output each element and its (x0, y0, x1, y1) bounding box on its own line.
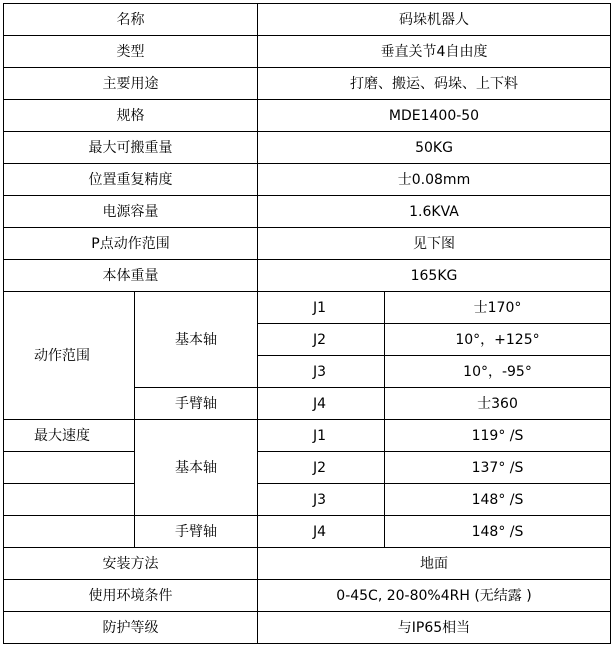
spec-row-mounting (4, 548, 611, 580)
row-label: 电源容量 (4, 196, 258, 228)
motion-arm-axis-label: 手臂轴 (135, 388, 258, 420)
motion-range-label: 动作范围 (4, 292, 135, 420)
row-label: 名称 (4, 4, 258, 36)
spec-row-environment (4, 580, 611, 612)
row-value: MDE1400-50 (258, 100, 611, 132)
joint-cell: J1 (258, 420, 385, 452)
speed-arm-axis-label: 手臂轴 (135, 516, 258, 548)
row-value: 地面 (258, 548, 611, 580)
row-label: 防护等级 (4, 612, 258, 644)
joint-value: 148° /S (385, 484, 611, 516)
blank-cell (4, 484, 135, 516)
row-label: 位置重复精度 (4, 164, 258, 196)
joint-value: 137° /S (385, 452, 611, 484)
row-value: 0-45C, 20-80%4RH (无结露 ) (258, 580, 611, 612)
row-label: P点动作范围 (4, 228, 258, 260)
spec-row-usage (4, 68, 611, 100)
spec-row-protection (4, 612, 611, 644)
spec-row-name (4, 4, 611, 36)
joint-cell: J2 (258, 324, 385, 356)
joint-value: 士360 (385, 388, 611, 420)
joint-cell: J4 (258, 516, 385, 548)
row-value: 码垛机器人 (258, 4, 611, 36)
blank-cell (4, 452, 135, 484)
joint-cell: J3 (258, 484, 385, 516)
spec-row-model (4, 100, 611, 132)
joint-cell: J4 (258, 388, 385, 420)
row-value: 1.6KVA (258, 196, 611, 228)
row-label: 最大可搬重量 (4, 132, 258, 164)
robot-spec-table (3, 3, 611, 644)
max-speed-row-j3 (4, 484, 611, 516)
row-label: 使用环境条件 (4, 580, 258, 612)
joint-value: 士170° (385, 292, 611, 324)
motion-basic-axis-label: 基本轴 (135, 292, 258, 388)
spec-row-payload (4, 132, 611, 164)
row-value: 士0.08mm (258, 164, 611, 196)
spec-row-p-range (4, 228, 611, 260)
row-label: 主要用途 (4, 68, 258, 100)
row-value: 与IP65相当 (258, 612, 611, 644)
row-value: 50KG (258, 132, 611, 164)
joint-cell: J1 (258, 292, 385, 324)
motion-range-row-j1 (4, 292, 611, 324)
row-value: 165KG (258, 260, 611, 292)
joint-value: 119° /S (385, 420, 611, 452)
spec-row-weight (4, 260, 611, 292)
joint-value: 148° /S (385, 516, 611, 548)
speed-basic-axis-label: 基本轴 (135, 420, 258, 516)
max-speed-row-j4 (4, 516, 611, 548)
row-value: 见下图 (258, 228, 611, 260)
spec-row-power (4, 196, 611, 228)
joint-cell: J2 (258, 452, 385, 484)
row-label: 规格 (4, 100, 258, 132)
joint-value: 10°，+125° (385, 324, 611, 356)
max-speed-row-j2 (4, 452, 611, 484)
row-label: 类型 (4, 36, 258, 68)
row-value: 打磨、搬运、码垛、上下料 (258, 68, 611, 100)
max-speed-row-j1 (4, 420, 611, 452)
joint-value: 10°，-95° (385, 356, 611, 388)
row-label: 安装方法 (4, 548, 258, 580)
max-speed-label: 最大速度 (4, 420, 135, 452)
spec-row-repeatability (4, 164, 611, 196)
spec-row-type (4, 36, 611, 68)
joint-cell: J3 (258, 356, 385, 388)
row-value: 垂直关节4自由度 (258, 36, 611, 68)
row-label: 本体重量 (4, 260, 258, 292)
blank-cell (4, 516, 135, 548)
